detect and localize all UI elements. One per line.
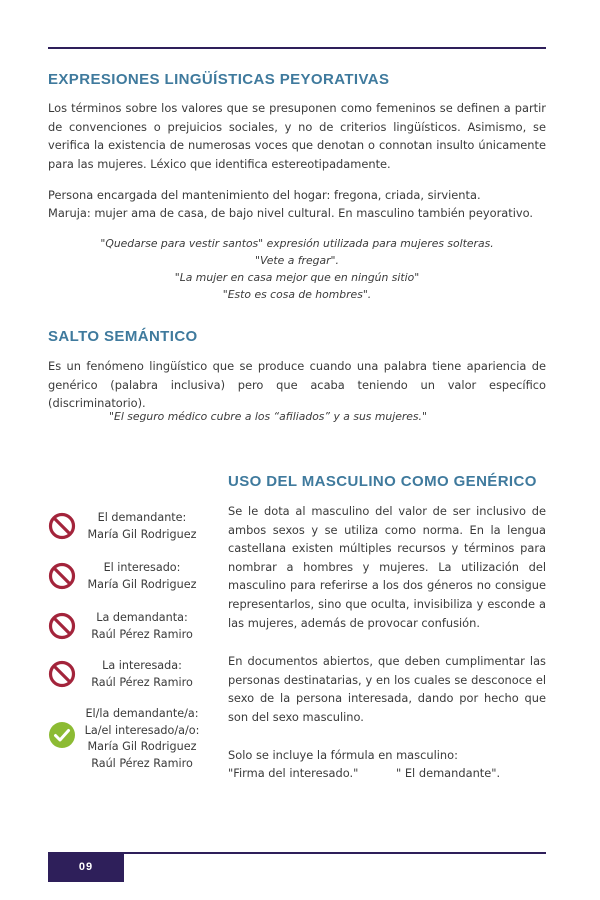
section-heading-masculino-generico: USO DEL MASCULINO COMO GENÉRICO — [228, 473, 537, 490]
example-item — [48, 706, 198, 776]
example-label: El/la demandante/a: — [85, 707, 199, 720]
section-paragraph-salto-semantico: Es un fenómeno lingüístico que se produce cuando una palabra tiene apariencia de genérico (palabra inclusiva) pero que acaba teniendo un valor específico (discriminatorio). — [48, 359, 546, 411]
example-name: María Gil Rodriguez — [87, 740, 197, 754]
note-sample: "Firma del interesado." — [228, 766, 359, 780]
quote-line: "Quedarse para vestir santos" expresión utilizada para mujeres solteras. — [100, 237, 494, 250]
example-label: La demandanta: — [96, 611, 188, 624]
definition-line: Maruja: mujer ama de casa, de bajo nivel cultural. En masculino también peyorativo. — [48, 206, 534, 220]
section-paragraph-peyorativas: Los términos sobre los valores que se presuponen como femeninos se definen a partir de convenciones o prejuicios sociales, y no de criterios lingüísticos. Asimismo, se verifica la existencia de numerosas voces que denotan o connotan insulto únicamente para las mujeres. Léxico que identifica estereotipadamente. — [48, 101, 546, 171]
check-icon — [48, 721, 76, 749]
example-name: Raúl Pérez Ramiro — [91, 627, 193, 641]
page-number: 09 — [48, 852, 124, 882]
prohibited-icon — [48, 562, 76, 590]
section-paragraph-masculino-1: Se le dota al masculino del valor de ser inclusivo de ambos sexos y se utiliza como norma. En la lengua castellana existen múltiples recursos y términos para nombrar a hombres y mujeres. La utilización del masculino para referirse a los dos géneros no consigue representarlos, sino que oculta, invisibiliza y esconde a las mujeres, además de provocar confusión. — [228, 504, 546, 630]
example-name: Raúl Pérez Ramiro — [91, 756, 193, 770]
example-name: Raúl Pérez Ramiro — [91, 675, 193, 689]
example-name: María Gil Rodriguez — [87, 577, 197, 591]
note-line: Solo se incluye la fórmula en masculino: — [228, 748, 458, 762]
example-text — [82, 560, 202, 593]
definition-line: Persona encargada del mantenimiento del hogar: fregona, criada, sirvienta. — [48, 188, 481, 202]
quote-line: "Vete a fregar". — [255, 254, 339, 267]
example-text — [82, 658, 202, 691]
section-heading-salto-semantico: SALTO SEMÁNTICO — [48, 328, 198, 345]
note-sample: " El demandante". — [396, 766, 501, 780]
example-name: María Gil Rodriguez — [87, 527, 197, 541]
quote-line: "Esto es cosa de hombres". — [222, 288, 372, 301]
example-item — [48, 560, 198, 600]
prohibited-icon — [48, 660, 76, 688]
section-heading-peyorativas: EXPRESIONES LINGÜÍSTICAS PEYORATIVAS — [48, 71, 390, 88]
example-item — [48, 610, 198, 650]
section-paragraph-masculino-2: En documentos abiertos, que deben cumplimentar las personas destinatarias, y en los cuales se desconoce el sexo de la persona interesada, dando por hecho que son del sexo masculino. — [228, 654, 546, 724]
example-item — [48, 510, 198, 550]
top-rule — [48, 47, 546, 49]
example-text — [82, 706, 202, 772]
example-label: La interesada: — [102, 659, 182, 672]
example-text — [82, 610, 202, 643]
quote-line: "El seguro médico cubre a los “afiliados” y a sus mujeres." — [109, 410, 427, 423]
example-item — [48, 658, 198, 698]
example-label: El demandante: — [97, 511, 187, 524]
quote-line: "La mujer en casa mejor que en ningún sitio" — [174, 271, 420, 284]
example-label: El interesado: — [103, 561, 181, 574]
example-label: La/el interesado/a/o: — [84, 723, 200, 737]
prohibited-icon — [48, 612, 76, 640]
prohibited-icon — [48, 512, 76, 540]
example-text — [82, 510, 202, 543]
